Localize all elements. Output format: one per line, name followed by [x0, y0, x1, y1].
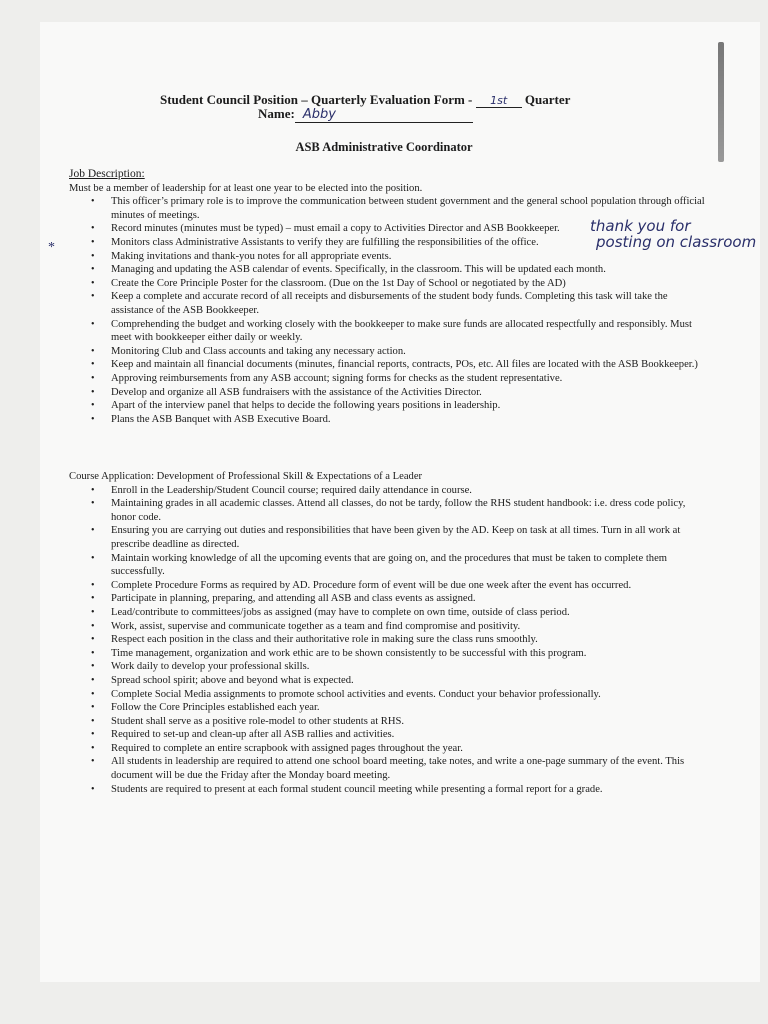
- bullet-icon: •: [91, 661, 95, 673]
- course-application-heading: Course Application: Development of Professional Skill & Expectations of a Leader: [69, 471, 423, 482]
- bullet-icon: •: [91, 345, 95, 357]
- list-item-text: Develop and organize all ASB fundraisers with the assistance of the Activities Director.: [111, 386, 482, 398]
- position-title: ASB Administrative Coordinator: [295, 140, 473, 154]
- bullet-icon: •: [91, 277, 95, 289]
- list-item-text: Monitors class Administrative Assistants to verify they are fulfilling the responsibilities of the office.: [111, 236, 539, 248]
- list-item: [69, 579, 712, 593]
- list-item: [69, 318, 712, 345]
- list-item: [69, 358, 712, 372]
- list-item: [69, 633, 712, 647]
- list-item: [69, 413, 712, 427]
- job-description-intro: Must be a member of leadership for at least one year to be elected into the position.: [69, 182, 423, 194]
- list-item: [69, 386, 712, 400]
- list-item-text: Making invitations and thank-you notes for all appropriate events.: [111, 250, 392, 262]
- list-item: [69, 399, 712, 413]
- bullet-icon: •: [91, 400, 95, 412]
- list-item-text: Comprehending the budget and working closely with the bookkeeper to make sure funds are allocated respectfully and responsibly. Must meet with bookkeeper either daily or weekly.: [111, 318, 692, 344]
- bullet-icon: •: [91, 742, 95, 754]
- bullet-icon: •: [91, 647, 95, 659]
- list-item: [69, 263, 712, 277]
- list-item-text: Work daily to develop your professional skills.: [111, 661, 310, 673]
- list-item-text: Create the Core Principle Poster for the classroom. (Due on the 1st Day of School or negotiated by the AD): [111, 277, 566, 289]
- list-item: [69, 620, 712, 634]
- list-item-text: Complete Social Media assignments to promote school activities and events. Conduct your behavior professionally.: [111, 688, 601, 700]
- bullet-icon: •: [91, 674, 95, 686]
- bullet-icon: •: [91, 525, 95, 537]
- list-item-text: Respect each position in the class and their authoritative role in making sure the class runs smoothly.: [111, 634, 538, 646]
- name-value: Abby: [295, 107, 473, 123]
- list-item-text: Work, assist, supervise and communicate together as a team and find compromise and positivity.: [111, 620, 521, 632]
- bullet-icon: •: [91, 484, 95, 496]
- list-item: [69, 250, 712, 264]
- list-item-text: Required to complete an entire scrapbook with assigned pages throughout the year.: [111, 742, 463, 754]
- list-item-text: Students are required to present at each formal student council meeting while presenting a formal report for a grade.: [111, 783, 603, 795]
- list-item: [69, 484, 712, 498]
- bullet-icon: •: [91, 236, 95, 248]
- form-title-part2: Quarter: [524, 92, 571, 107]
- bullet-icon: •: [91, 688, 95, 700]
- list-item-text: Keep a complete and accurate record of all receipts and disbursements of the student body funds. Completing this task will take the assistance of the ASB Bookkeeper.: [111, 291, 668, 316]
- handwritten-star: *: [48, 240, 55, 255]
- list-item: [69, 592, 712, 606]
- bullet-icon: •: [91, 498, 95, 510]
- list-item-text: Participate in planning, preparing, and attending all ASB and class events as assigned.: [111, 593, 476, 605]
- list-item: [69, 372, 712, 386]
- list-item-text: Maintain working knowledge of all the upcoming events that are going on, and the procedures that must be taken to complete them successfully.: [111, 552, 668, 578]
- list-item-text: Plans the ASB Banquet with ASB Executive Board.: [111, 413, 331, 425]
- list-item-text: Spread school spirit; above and beyond what is expected.: [111, 674, 354, 686]
- list-item: [69, 715, 712, 729]
- bullet-icon: •: [91, 606, 95, 618]
- list-item: [69, 783, 712, 797]
- bullet-icon: •: [91, 372, 95, 384]
- bullet-icon: •: [91, 359, 95, 371]
- list-item: [69, 742, 712, 756]
- course-application-list: [69, 484, 712, 797]
- list-item: [69, 647, 712, 661]
- list-item-text: Follow the Core Principles established each year.: [111, 702, 320, 714]
- bullet-icon: •: [91, 579, 95, 591]
- bullet-icon: •: [91, 593, 95, 605]
- bullet-icon: •: [91, 413, 95, 425]
- list-item-text: This officer’s primary role is to improve the communication between student government and the general school population through official minutes of meetings.: [111, 196, 705, 221]
- list-item-text: Student shall serve as a positive role-model to other students at RHS.: [111, 715, 405, 727]
- bullet-icon: •: [91, 264, 95, 276]
- bullet-icon: •: [91, 250, 95, 262]
- list-item: [69, 524, 712, 551]
- list-item: [69, 345, 712, 359]
- handwritten-note-line2: posting on classroom: [596, 233, 757, 251]
- list-item: [69, 688, 712, 702]
- handwritten-note-line1: thank you for: [590, 217, 691, 235]
- list-item: [69, 674, 712, 688]
- list-item: [69, 728, 712, 742]
- bullet-icon: •: [91, 196, 95, 208]
- job-description-section: [69, 168, 712, 426]
- bullet-icon: •: [91, 386, 95, 398]
- list-item: [69, 277, 712, 291]
- list-item-text: Keep and maintain all financial documents (minutes, financial reports, contracts, POs, etc. All files are located with the ASB Bookkeeper.): [111, 359, 698, 371]
- bullet-icon: •: [91, 783, 95, 795]
- list-item-text: Managing and updating the ASB calendar of events. Specifically, in the classroom. This will be updated each month.: [111, 264, 606, 276]
- list-item-text: Record minutes (minutes must be typed) – must email a copy to Activities Director and ASB Bookkeeper.: [111, 223, 560, 235]
- bullet-icon: •: [91, 715, 95, 727]
- bullet-icon: •: [91, 729, 95, 741]
- list-item: [69, 290, 712, 317]
- list-item-text: Lead/contribute to committees/jobs as assigned (may have to complete on own time, outside of class period.: [111, 606, 570, 618]
- list-item: [69, 552, 712, 579]
- bullet-icon: •: [91, 634, 95, 646]
- bullet-icon: •: [91, 756, 95, 768]
- name-label: Name:: [258, 106, 295, 121]
- bullet-icon: •: [91, 291, 95, 303]
- job-description-heading: Job Description:: [69, 168, 145, 180]
- bullet-icon: •: [91, 702, 95, 714]
- course-application-section: [69, 470, 712, 796]
- list-item-text: Maintaining grades in all academic classes. Attend all classes, do not be tardy, follow the RHS student handbook: i.e. dress code policy, honor code.: [111, 498, 686, 523]
- bullet-icon: •: [91, 552, 95, 564]
- bullet-icon: •: [91, 620, 95, 632]
- list-item-text: All students in leadership are required to attend one school board meeting, take notes, and write a one-page summary of the event. This document will be due the Friday after the Monday board meeting.: [111, 756, 685, 782]
- list-item-text: Approving reimbursements from any ASB account; signing forms for checks as the student representative.: [111, 372, 563, 384]
- list-item-text: Enroll in the Leadership/Student Council course; required daily attendance in course.: [111, 484, 472, 496]
- list-item: [69, 660, 712, 674]
- bullet-icon: •: [91, 318, 95, 330]
- list-item-text: Complete Procedure Forms as required by AD. Procedure form of event will be due one week after the event has occurred.: [111, 579, 632, 591]
- list-item-text: Time management, organization and work ethic are to be shown consistently to be successful with this program.: [111, 647, 587, 659]
- bullet-icon: •: [91, 223, 95, 235]
- name-row: [258, 106, 473, 123]
- list-item-text: Apart of the interview panel that helps to decide the following years positions in leadership.: [111, 400, 501, 412]
- list-item: [69, 701, 712, 715]
- list-item-text: Ensuring you are carrying out duties and responsibilities that have been given by the AD. Keep on task at all times. Turn in all work at prescribe deadline as directed.: [111, 525, 681, 550]
- list-item: [69, 755, 712, 782]
- list-item: [69, 606, 712, 620]
- list-item: [69, 497, 712, 524]
- list-item-text: Monitoring Club and Class accounts and taking any necessary action.: [111, 345, 406, 357]
- form-title-part1: Student Council Position – Quarterly Evaluation Form -: [160, 92, 473, 107]
- list-item-text: Required to set-up and clean-up after all ASB rallies and activities.: [111, 729, 395, 741]
- quarter-value: 1st: [476, 94, 522, 108]
